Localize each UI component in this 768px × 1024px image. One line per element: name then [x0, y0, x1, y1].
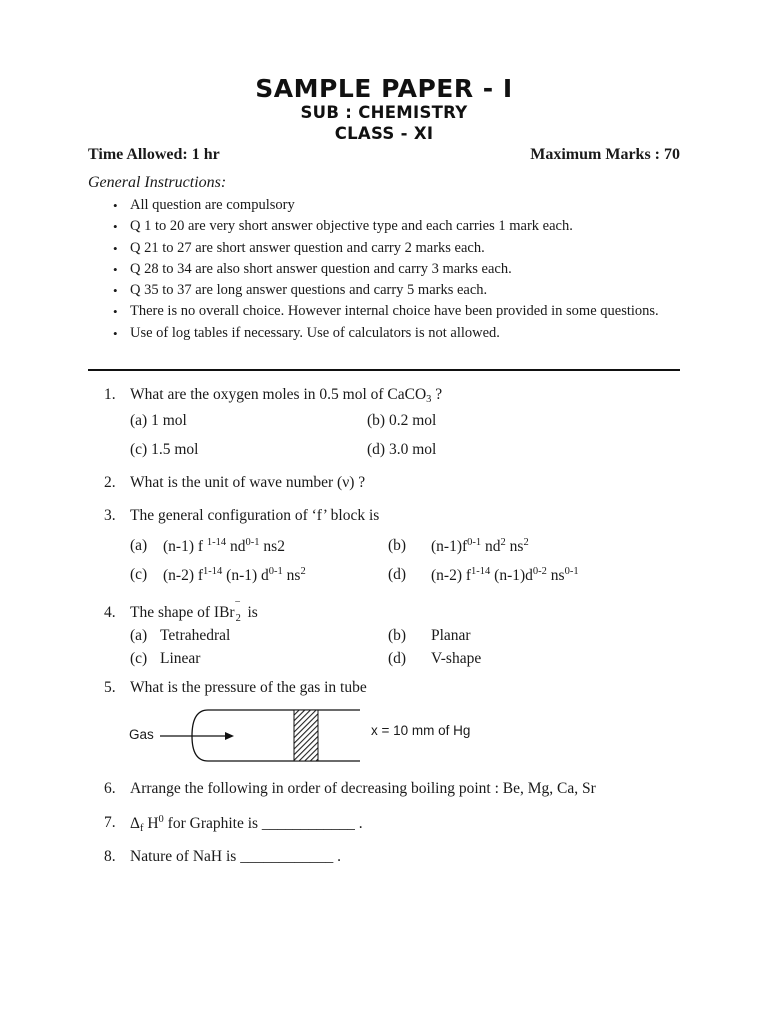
instructions-list [110, 195, 690, 344]
q4-option-a-label: (a) [130, 627, 148, 644]
q1-option-b: (b) 0.2 mol [367, 412, 437, 429]
q3-option-b: $(n-1)f^{0-1}$ $nd^2$ $ns^2$ [431, 537, 529, 555]
question-number: 5. [104, 679, 116, 696]
question-number: 8. [104, 848, 116, 865]
question-number: 1. [104, 386, 116, 403]
mercury-label: x = 10 mm of Hg [371, 723, 471, 738]
question-number: 4. [104, 604, 116, 621]
q3-option-d: (n-2) $f^{1-14}$ $(n-1)d^{0-2}$ $ns^{0-1}$ [431, 566, 579, 584]
q3-option-a-label: (a) [130, 537, 148, 554]
question-number: 3. [104, 507, 116, 524]
gas-tube-diagram [128, 705, 508, 765]
paper-subject: SUB : CHEMISTRY [300, 103, 468, 122]
question-text: The general configuration of ‘f’ block is [130, 507, 380, 524]
question-text: What is the unit of wave number (ν) ? [130, 474, 366, 491]
instruction-item: • All question are compulsory [110, 195, 690, 216]
paper-title: SAMPLE PAPER - I [255, 74, 513, 103]
question-text: What are the oxygen moles in 0.5 mol of CaCO$_3$ ? [130, 386, 443, 405]
instruction-item: • There is no overall choice. However internal choice have been provided in some questions. [110, 301, 690, 322]
q4-option-d-label: (d) [388, 650, 407, 667]
q3-option-d-label: (d) [388, 566, 407, 583]
instruction-item: • Q 21 to 27 are short answer question and carry 2 marks each. [110, 238, 690, 259]
q4-option-d: V-shape [431, 650, 482, 667]
question-text: What is the pressure of the gas in tube [130, 679, 367, 696]
header-divider [88, 369, 680, 371]
instructions-heading: General Instructions: [88, 174, 227, 191]
q3-option-c-label: (c) [130, 566, 148, 583]
question-number: 6. [104, 780, 116, 797]
q4-option-a: Tetrahedral [160, 627, 231, 644]
mercury-column [294, 710, 318, 761]
q4-option-b: Planar [431, 627, 471, 644]
q1-option-d: (d) 3.0 mol [367, 441, 437, 458]
instruction-item: • Q 35 to 37 are long answer questions and carry 5 marks each. [110, 280, 690, 301]
arrow-head [225, 732, 234, 740]
q3-option-a: (n-1) f $^{1-14}$ $nd^{0-1}$ ns2 [163, 537, 285, 555]
paper-class: CLASS - XI [334, 124, 434, 143]
question-text: Arrange the following in order of decreasing boiling point : Be, Mg, Ca, Sr [130, 780, 596, 797]
question-number: 2. [104, 474, 116, 491]
question-text: The shape of IBr − 2 is [130, 597, 258, 624]
instruction-item: • Q 28 to 34 are also short answer question and carry 3 marks each. [110, 259, 690, 280]
time-allowed: Time Allowed: 1 hr [88, 146, 220, 163]
q1-option-c: (c) 1.5 mol [130, 441, 199, 458]
question-number: 7. [104, 814, 116, 831]
instruction-item: • Q 1 to 20 are very short answer objective type and each carries 1 mark each. [110, 216, 690, 237]
gas-label: Gas [129, 727, 154, 742]
question-text: $\Delta_f$ $H^0$ for Graphite is ____________ . [130, 814, 363, 834]
q4-option-c: Linear [160, 650, 201, 667]
q3-option-b-label: (b) [388, 537, 407, 554]
q4-option-c-label: (c) [130, 650, 148, 667]
maximum-marks: Maximum Marks : 70 [530, 146, 680, 163]
question-text: Nature of NaH is ____________ . [130, 848, 341, 865]
instruction-item: • Use of log tables if necessary. Use of calculators is not allowed. [110, 323, 690, 344]
q3-option-c: (n-2) $f^{1-14}$ (n-1) $d^{0-1}$ $ns^2$ [163, 566, 306, 584]
q4-option-b-label: (b) [388, 627, 407, 644]
q1-option-a: (a) 1 mol [130, 412, 187, 429]
